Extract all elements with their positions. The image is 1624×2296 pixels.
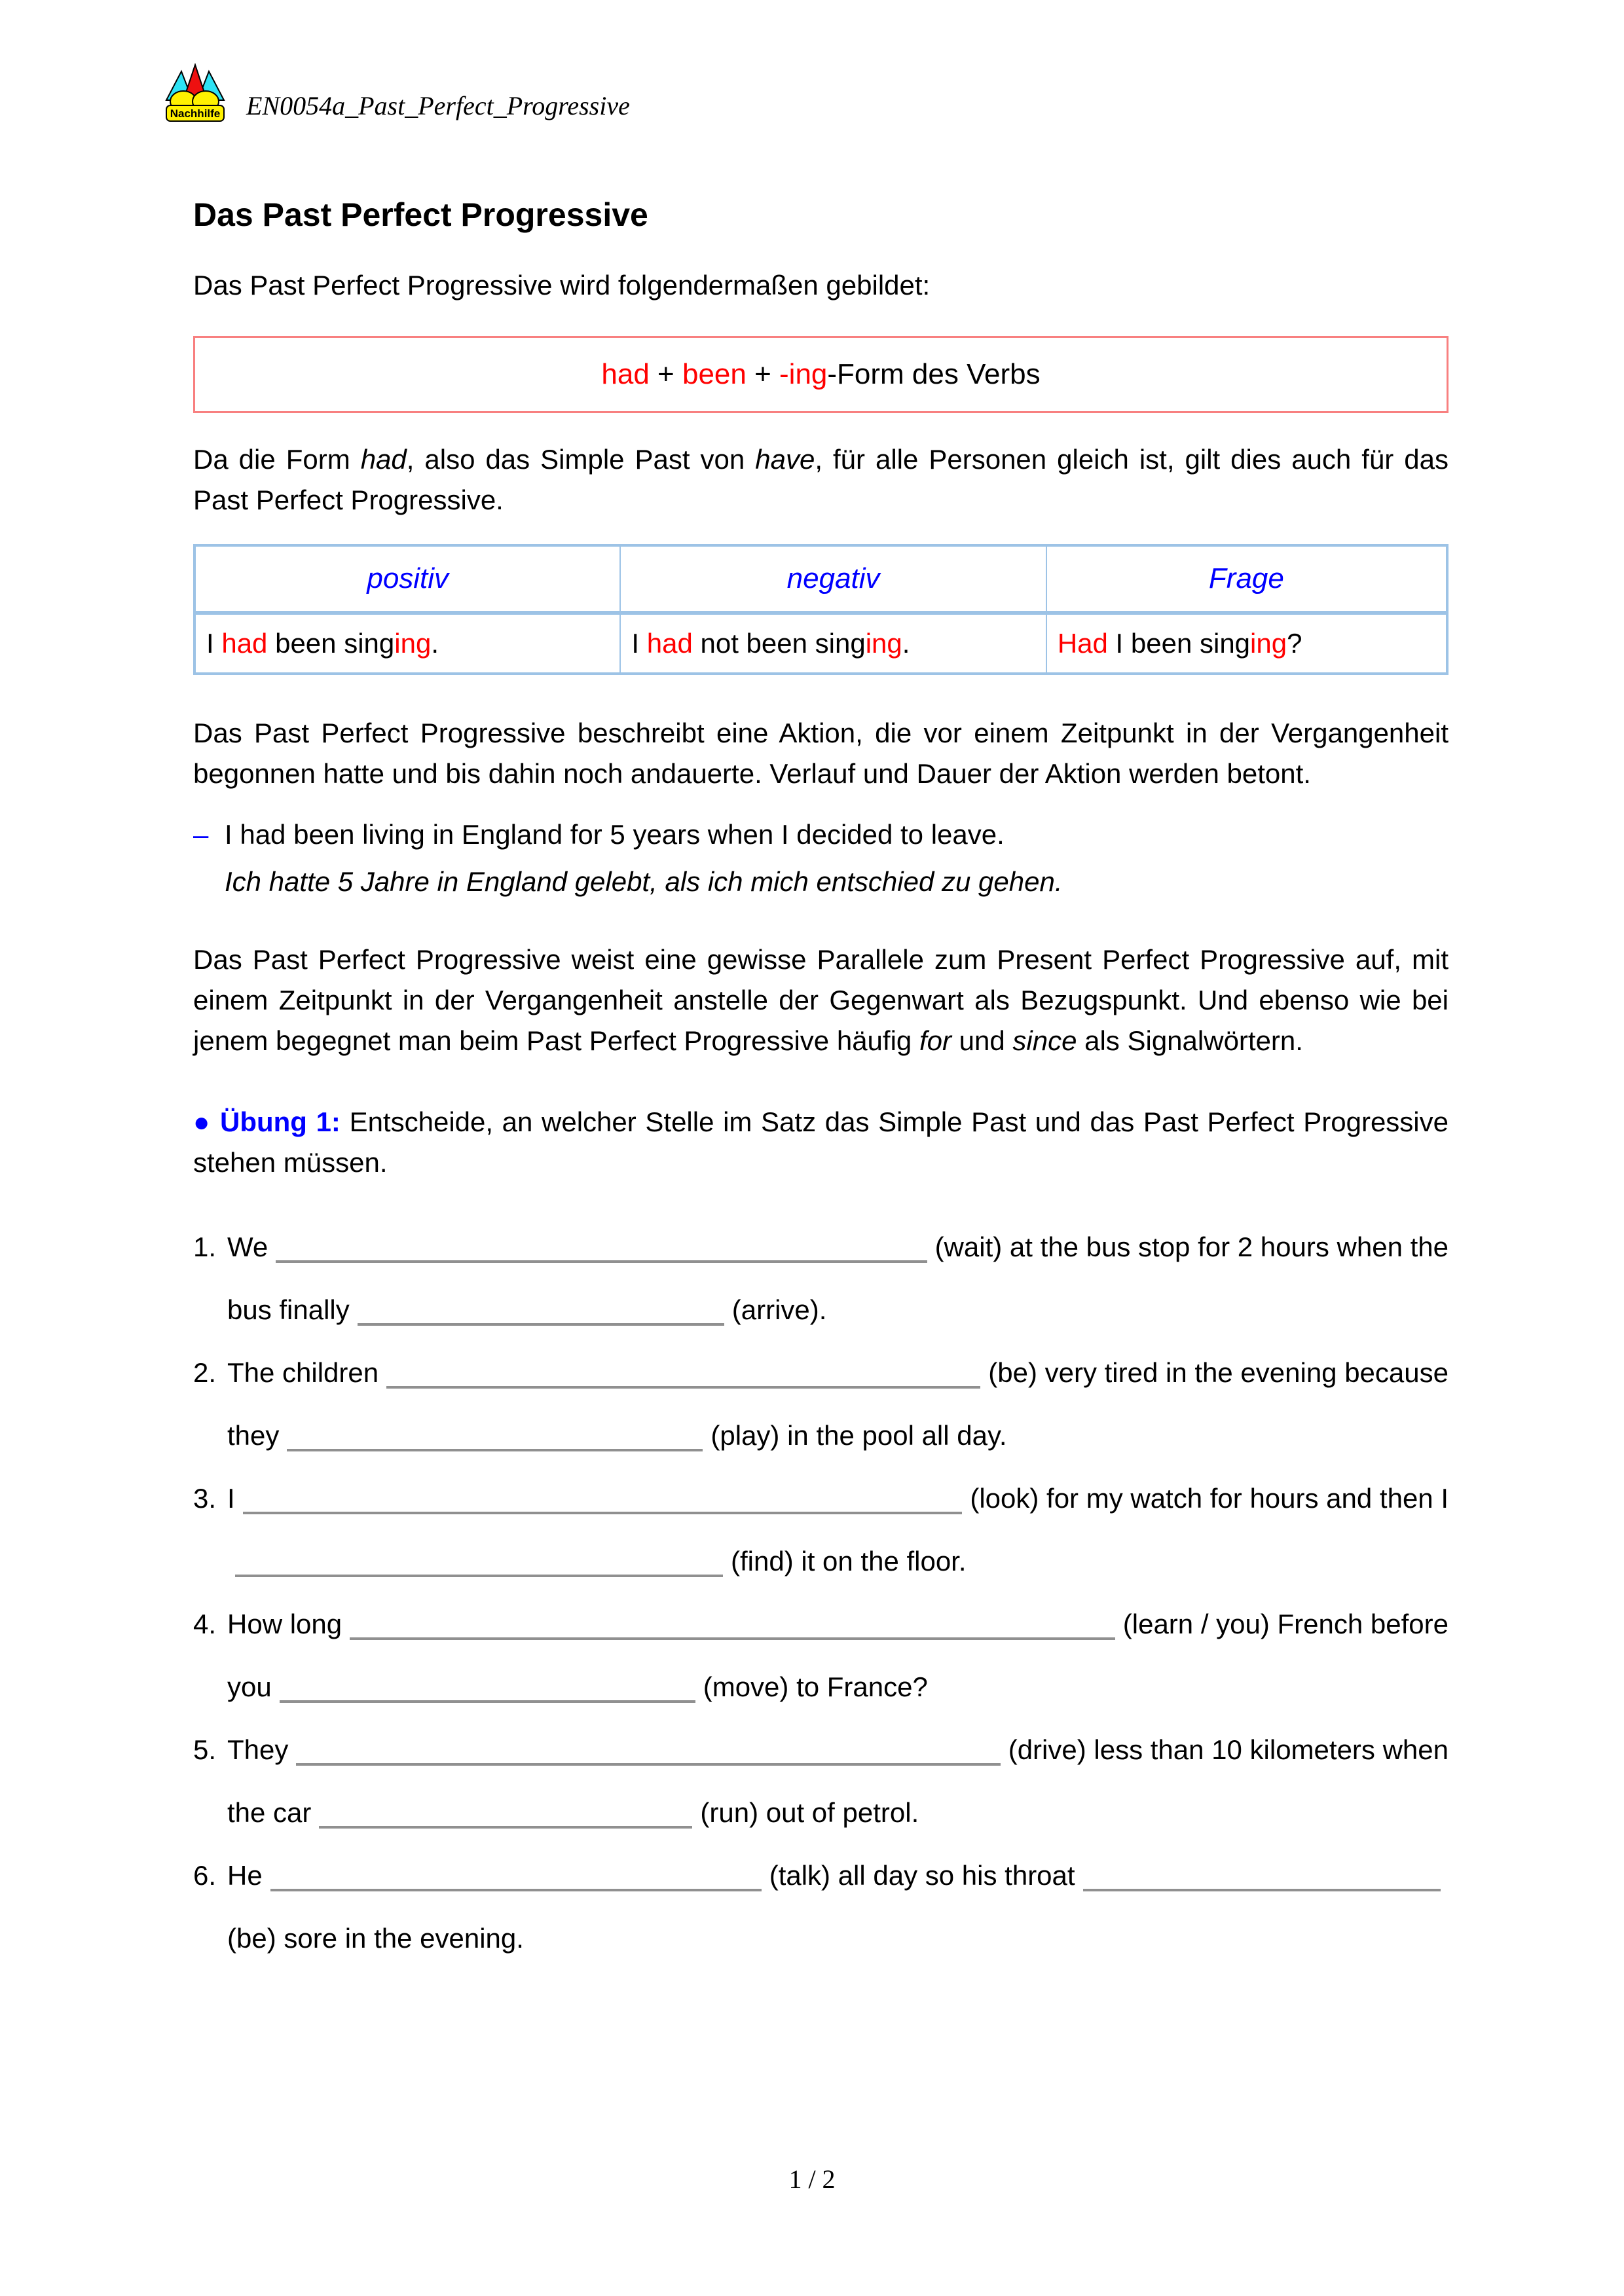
text-run: ing: [394, 628, 432, 659]
text-run: had: [221, 628, 268, 659]
exercise-number: 5.: [193, 1734, 217, 1765]
exercise-number: 6.: [193, 1860, 217, 1891]
parallel-paragraph: [193, 939, 1449, 1061]
exercise-number: 4.: [193, 1609, 217, 1639]
exercise-text: He: [227, 1860, 263, 1891]
table-header-frage: Frage: [1046, 545, 1447, 613]
exercise-text: you: [227, 1671, 272, 1702]
text-run: Das Past Perfect Progressive weist eine gewisse Parallele zum Present Perfect Progressive auf, mit einem Zeitpunkt in der Vergangenheit anstelle der Gegenwart als Bezugspunkt. Und ebenso wie bei jenem begegnet man beim Past Perfect Progressive häufig: [193, 944, 1449, 1056]
exercise-item-4-line-1: [193, 1593, 1449, 1656]
answer-blank: [243, 1512, 963, 1514]
formula-text: [601, 358, 1040, 391]
exercise-text: (play) in the pool all day.: [710, 1420, 1007, 1451]
text-run: -Form des Verbs: [827, 358, 1041, 390]
description-paragraph: Das Past Perfect Progressive beschreibt eine Aktion, die vor einem Zeitpunkt in der Vergangenheit begonnen hatte und bis dahin noch andauerte. Verlauf und Dauer der Aktion werden betont.: [193, 718, 1449, 789]
text-run: I: [206, 628, 222, 659]
exercise-text: (find) it on the floor.: [731, 1546, 967, 1576]
text-run: .: [431, 628, 439, 659]
exercise-text: How long: [227, 1609, 342, 1639]
page-title: Das Past Perfect Progressive: [193, 196, 648, 233]
exercise-text: (wait) at the bus stop for 2 hours when the: [934, 1231, 1449, 1262]
exercise-item-3-line-2: [193, 1530, 1449, 1593]
text-run: -ing: [779, 358, 828, 390]
example-dash: –: [193, 819, 209, 850]
exercise-text: The children: [227, 1357, 379, 1388]
exercise-label: Übung 1:: [219, 1106, 341, 1137]
exercise-item-2-line-1: [193, 1341, 1449, 1404]
exercise-item-3-line-1: [193, 1467, 1449, 1530]
answer-blank: [386, 1386, 980, 1389]
bullet-icon: ●: [193, 1106, 212, 1137]
logo-label: Nachhilfe: [170, 107, 221, 120]
exercise-item-1-line-2: [193, 1279, 1449, 1341]
text-run: als Signalwörtern.: [1077, 1025, 1303, 1056]
text-run: have: [755, 444, 815, 475]
exercise-list: [193, 1216, 1449, 1970]
document-filename: EN0054a_Past_Perfect_Progressive: [246, 91, 630, 120]
text-run: for: [919, 1025, 951, 1056]
answer-blank: [280, 1700, 695, 1703]
answer-blank: [350, 1637, 1115, 1640]
text-run: been: [682, 358, 747, 390]
exercise-text: (talk) all day so his throat: [769, 1860, 1075, 1891]
exercise-item-4-line-2: [193, 1656, 1449, 1719]
page-number: 1 / 2: [788, 2164, 836, 2194]
text-run: ing: [865, 628, 902, 659]
example-german-translation: Ich hatte 5 Jahre in England gelebt, als ich mich entschied zu gehen.: [225, 866, 1063, 897]
exercise-item-5-line-1: [193, 1719, 1449, 1781]
text-run: +: [746, 358, 780, 390]
nachhilfe-logo: [164, 62, 227, 122]
text-run: had: [646, 628, 693, 659]
text-run: , also das Simple Past von: [406, 444, 756, 475]
conjugation-table: [193, 544, 1449, 675]
exercise-text: We: [227, 1231, 268, 1262]
text-run: Had: [1057, 628, 1108, 659]
text-run: had: [601, 358, 650, 390]
exercise-text: (learn / you) French before: [1122, 1609, 1449, 1639]
text-run: und: [951, 1025, 1013, 1056]
text-run: since: [1012, 1025, 1077, 1056]
formula-box: [193, 336, 1449, 413]
text-run: I: [631, 628, 647, 659]
exercise-text: (drive) less than 10 kilometers when: [1008, 1734, 1449, 1765]
answer-blank: [319, 1826, 692, 1829]
text-run: had: [360, 444, 407, 475]
exercise-number: 1.: [193, 1231, 217, 1262]
example-english-text: I had been living in England for 5 years when I decided to leave.: [225, 819, 1005, 850]
intro-paragraph: Das Past Perfect Progressive wird folgendermaßen gebildet:: [193, 270, 931, 301]
exercise-text: the car: [227, 1797, 312, 1828]
document-header: [164, 62, 1449, 122]
table-cell-question: [1046, 613, 1447, 674]
text-run: ing: [1250, 628, 1287, 659]
text-run: ?: [1287, 628, 1302, 659]
answer-blank: [287, 1449, 703, 1451]
exercise-item-5-line-2: [193, 1781, 1449, 1844]
exercise-text: bus finally: [227, 1294, 350, 1325]
exercise-text: (be) sore in the evening.: [227, 1923, 524, 1954]
answer-blank: [276, 1260, 927, 1263]
table-header-positiv: positiv: [194, 545, 620, 613]
exercise-text: they: [227, 1420, 280, 1451]
table-header-negativ: negativ: [620, 545, 1046, 613]
exercise-text: (move) to France?: [703, 1671, 928, 1702]
exercise-heading: [193, 1102, 1449, 1183]
table-example-row: [194, 613, 1447, 674]
text-run: , für alle Personen gleich ist, gilt dies auch für das Past Perfect Progressive.: [193, 444, 1449, 515]
text-run: .: [902, 628, 910, 659]
exercise-item-2-line-2: [193, 1404, 1449, 1467]
exercise-text: I: [227, 1483, 235, 1514]
exercise-text: (look) for my watch for hours and then I: [970, 1483, 1449, 1514]
answer-blank: [270, 1889, 762, 1891]
text-run: Da die Form: [193, 444, 361, 475]
exercise-item-6-line-1: [193, 1844, 1449, 1907]
exercise-text: (arrive).: [731, 1294, 827, 1325]
had-explanation-paragraph: [193, 439, 1449, 520]
table-cell-positive: [194, 613, 620, 674]
example-block: [193, 816, 1449, 900]
answer-blank: [1083, 1889, 1441, 1891]
exercise-number: 3.: [193, 1483, 217, 1514]
exercise-text: (run) out of petrol.: [700, 1797, 919, 1828]
example-english-line: [193, 816, 1449, 853]
answer-blank: [235, 1575, 723, 1577]
answer-blank: [358, 1323, 724, 1326]
exercise-number: 2.: [193, 1357, 217, 1388]
text-run: been sing: [267, 628, 395, 659]
exercise-item-1-line-1: [193, 1216, 1449, 1279]
text-run: not been sing: [692, 628, 866, 659]
text-run: I been sing: [1107, 628, 1251, 659]
exercise-instruction: Entscheide, an welcher Stelle im Satz das Simple Past und das Past Perfect Progressive stehen müssen.: [193, 1106, 1449, 1178]
table-header-row: [194, 545, 1447, 613]
exercise-text: They: [227, 1734, 289, 1765]
exercise-item-6-line-2: [193, 1907, 1449, 1970]
exercise-text: (be) very tired in the evening because: [988, 1357, 1449, 1388]
answer-blank: [296, 1763, 1000, 1766]
text-run: +: [649, 358, 682, 390]
table-cell-negative: [620, 613, 1046, 674]
